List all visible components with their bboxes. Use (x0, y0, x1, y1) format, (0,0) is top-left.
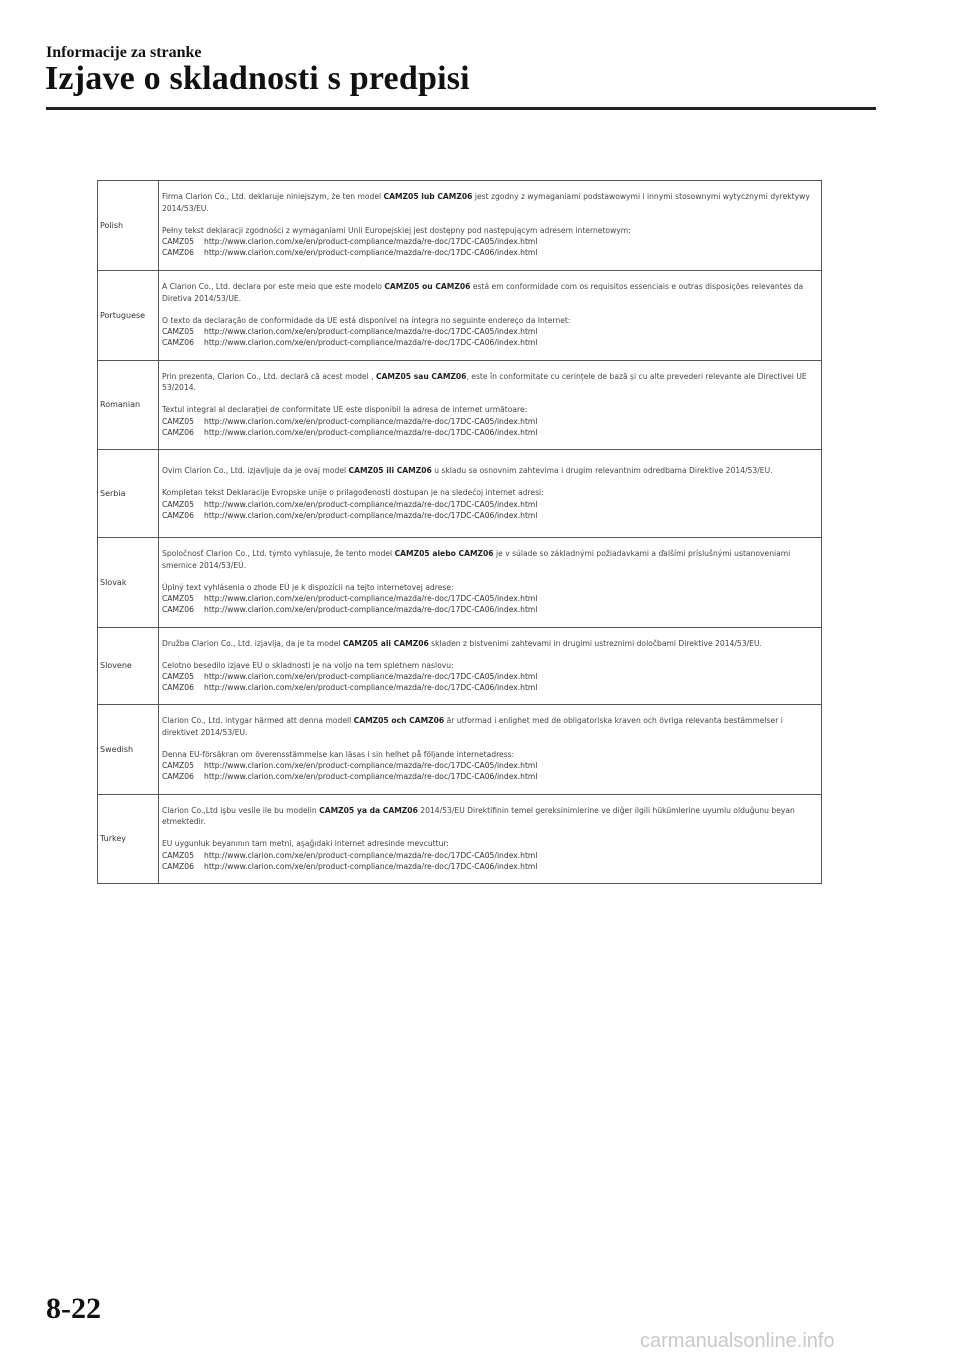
compliance-link-line (162, 236, 819, 247)
declaration-text (162, 465, 819, 476)
table-row (98, 705, 822, 795)
declaration-text (162, 191, 819, 213)
language-cell: Polish (98, 181, 159, 271)
declaration-cell (159, 538, 822, 628)
paragraph-gap (162, 738, 819, 749)
model-code: CAMZ06 (162, 427, 194, 437)
table-row (98, 181, 822, 271)
declaration-text (162, 638, 819, 649)
declaration-cell (159, 705, 822, 795)
declaration-text (162, 715, 819, 737)
paragraph-gap (162, 571, 819, 582)
declaration-suffix: je v súlade so základnými požiadavkami a ďalšími príslušnými ustanoveniami smernice 2014/53/EÚ. (162, 549, 791, 570)
table-row (98, 450, 822, 538)
compliance-url[interactable]: http://www.clarion.com/xe/en/product-compliance/mazda/re-doc/17DC-CA05/index.html (204, 672, 538, 681)
compliance-link-line (162, 760, 819, 771)
language-cell: Portuguese (98, 271, 159, 361)
declaration-suffix: skladen z bistvenimi zahtevami in drugimi ustreznimi določbami Direktive 2014/53/EU. (428, 638, 762, 648)
compliance-url[interactable]: http://www.clarion.com/xe/en/product-compliance/mazda/re-doc/17DC-CA06/index.html (204, 510, 538, 520)
model-code: CAMZ05 (162, 237, 194, 247)
compliance-link-line (162, 771, 819, 782)
language-cell: Romanian (98, 361, 159, 450)
compliance-url[interactable]: http://www.clarion.com/xe/en/product-compliance/mazda/re-doc/17DC-CA06/index.html (204, 338, 538, 348)
compliance-table-container (97, 180, 822, 884)
model-code: CAMZ06 (162, 605, 194, 615)
declaration-text (162, 548, 819, 570)
model-code: CAMZ05 (162, 594, 194, 604)
compliance-url[interactable]: http://www.clarion.com/xe/en/product-compliance/mazda/re-doc/17DC-CA05/index.html (204, 237, 538, 247)
compliance-url[interactable]: http://www.clarion.com/xe/en/product-compliance/mazda/re-doc/17DC-CA06/index.html (204, 861, 538, 871)
paragraph-gap (162, 649, 819, 660)
paragraph-gap (162, 827, 819, 838)
page-number: 8-22 (46, 1292, 101, 1325)
declaration-suffix: är utformad i enlighet med de obligatoriska kraven och övriga relevanta bestämmelser i direktivet 2014/53/EU. (162, 716, 783, 737)
model-code: CAMZ06 (162, 683, 194, 693)
model-code: CAMZ06 (162, 772, 194, 782)
model-code: CAMZ06 (162, 338, 194, 348)
declaration-suffix: 2014/53/EU Direktifinin temel gereksinimlerine ve diğer ilgili hükümlerine uyumlu olduğunu beyan etmektedir. (162, 805, 795, 827)
compliance-url[interactable]: http://www.clarion.com/xe/en/product-compliance/mazda/re-doc/17DC-CA05/index.html (204, 499, 538, 509)
language-cell: Turkey (98, 795, 159, 884)
compliance-link-line (162, 850, 819, 861)
declaration-prefix: Družba Clarion Co., Ltd. izjavlja, da je ta model (162, 638, 343, 648)
compliance-url[interactable]: http://www.clarion.com/xe/en/product-compliance/mazda/re-doc/17DC-CA06/index.html (204, 248, 538, 258)
compliance-link-line (162, 247, 819, 258)
declaration-text (162, 281, 819, 303)
model-code: CAMZ06 (162, 248, 194, 258)
model-code: CAMZ05 (162, 850, 194, 860)
compliance-link-line (162, 682, 819, 693)
full-text-availability: O texto da declaração de conformidade da UE está disponível na íntegra no seguinte endereço da Internet: (162, 315, 571, 325)
paragraph-gap (162, 304, 819, 315)
declaration-cell (159, 795, 822, 884)
compliance-link-line (162, 427, 819, 438)
compliance-link-line (162, 337, 819, 348)
model-names: CAMZ05 ali CAMZ06 (342, 638, 429, 648)
compliance-table (97, 180, 822, 884)
table-row (98, 628, 822, 705)
full-text-availability: Textul integral al declarației de conformitate UE este disponibil la adresa de internet următoare: (162, 405, 528, 415)
model-code: CAMZ05 (162, 761, 194, 771)
compliance-link-line (162, 604, 819, 615)
table-row (98, 538, 822, 628)
compliance-link-line (162, 499, 819, 510)
declaration-cell (159, 450, 822, 538)
title-divider (46, 107, 876, 110)
model-code: CAMZ06 (162, 510, 194, 520)
language-cell: Slovene (98, 628, 159, 705)
declaration-prefix: Firma Clarion Co., Ltd. deklaruje niniejszym, że ten model (162, 192, 384, 202)
declaration-cell (159, 181, 822, 271)
table-row (98, 271, 822, 361)
declaration-text (162, 371, 819, 393)
compliance-url[interactable]: http://www.clarion.com/xe/en/product-compliance/mazda/re-doc/17DC-CA06/index.html (204, 683, 538, 693)
declaration-cell (159, 271, 822, 361)
watermark: carmanualsonline.info (640, 1330, 835, 1352)
full-text-availability: Úplný text vyhlásenia o zhode EÚ je k dispozícii na tejto internetovej adrese: (162, 582, 454, 592)
paragraph-gap (162, 214, 819, 225)
page-title: Izjave o skladnosti s predpisi (45, 60, 470, 97)
language-cell: Serbia (98, 450, 159, 538)
model-names: CAMZ05 ya da CAMZ06 (319, 805, 418, 815)
model-code: CAMZ05 (162, 499, 194, 509)
declaration-text (162, 805, 819, 827)
declaration-prefix: Clarion Co.,Ltd işbu vesile ile bu modelin (162, 805, 320, 815)
compliance-link-line (162, 510, 819, 521)
table-row (98, 795, 822, 884)
paragraph-gap (162, 476, 819, 487)
compliance-link-line (162, 593, 819, 604)
model-names: CAMZ05 lub CAMZ06 (383, 192, 473, 202)
language-cell: Slovak (98, 538, 159, 628)
compliance-link-line (162, 671, 819, 682)
compliance-url[interactable]: http://www.clarion.com/xe/en/product-compliance/mazda/re-doc/17DC-CA06/index.html (204, 427, 538, 437)
compliance-url[interactable]: http://www.clarion.com/xe/en/product-compliance/mazda/re-doc/17DC-CA05/index.html (204, 416, 538, 426)
table-row (98, 361, 822, 450)
model-names: CAMZ05 alebo CAMZ06 (394, 549, 494, 559)
compliance-url[interactable]: http://www.clarion.com/xe/en/product-compliance/mazda/re-doc/17DC-CA05/index.html (204, 594, 538, 604)
model-names: CAMZ05 ili CAMZ06 (348, 466, 432, 476)
paragraph-gap (162, 393, 819, 404)
full-text-availability: Kompletan tekst Deklaracije Evropske unije o prilagođenosti dostupan je na sledećoj internet adresi: (162, 488, 544, 498)
declaration-prefix: Spoločnosť Clarion Co., Ltd. týmto vyhlasuje, že tento model (162, 549, 395, 559)
declaration-suffix: jest zgodny z wymaganiami podstawowymi i innymi stosownymi wytycznymi dyrektywy 2014/53/EU. (162, 192, 810, 213)
model-code: CAMZ05 (162, 327, 194, 337)
model-code: CAMZ05 (162, 672, 194, 681)
declaration-suffix: , este în conformitate cu cerințele de bază și cu alte prevederi relevante ale Directivei UE 53/2014. (162, 371, 807, 393)
compliance-url[interactable]: http://www.clarion.com/xe/en/product-compliance/mazda/re-doc/17DC-CA06/index.html (204, 772, 538, 782)
model-code: CAMZ06 (162, 861, 194, 871)
compliance-url[interactable]: http://www.clarion.com/xe/en/product-compliance/mazda/re-doc/17DC-CA05/index.html (204, 327, 538, 337)
full-text-availability: Denna EU-försäkran om överensstämmelse kan läsas i sin helhet på följande internetadress: (162, 749, 515, 759)
compliance-url[interactable]: http://www.clarion.com/xe/en/product-compliance/mazda/re-doc/17DC-CA05/index.html (204, 850, 538, 860)
model-names: CAMZ05 ou CAMZ06 (384, 282, 471, 292)
declaration-suffix: está em conformidade com os requisitos essenciais e outras disposições relevantes da Diretiva 2014/53/UE. (162, 282, 804, 303)
full-text-availability: Celotno besedilo izjave EU o skladnosti je na voljo na tem spletnem naslovu: (162, 660, 454, 670)
declaration-cell (159, 628, 822, 705)
declaration-prefix: Clarion Co., Ltd. intygar härmed att denna modell (162, 716, 354, 726)
model-names: CAMZ05 sau CAMZ06 (375, 371, 467, 381)
section-heading: Informacije za stranke (46, 44, 202, 61)
compliance-url[interactable]: http://www.clarion.com/xe/en/product-compliance/mazda/re-doc/17DC-CA05/index.html (204, 761, 538, 771)
declaration-cell (159, 361, 822, 450)
compliance-link-line (162, 326, 819, 337)
full-text-availability: Pełny tekst deklaracji zgodności z wymaganiami Unii Europejskiej jest dostępny pod następującym adresem internetowym: (162, 225, 631, 235)
declaration-prefix: A Clarion Co., Ltd. declara por este meio que este modelo (162, 282, 385, 292)
model-names: CAMZ05 och CAMZ06 (353, 716, 445, 726)
language-cell: Swedish (98, 705, 159, 795)
compliance-url[interactable]: http://www.clarion.com/xe/en/product-compliance/mazda/re-doc/17DC-CA06/index.html (204, 605, 538, 615)
declaration-prefix: Prin prezenta, Clarion Co., Ltd. declară că acest model , (162, 371, 376, 381)
model-code: CAMZ05 (162, 416, 194, 426)
compliance-link-line (162, 861, 819, 872)
declaration-suffix: u skladu sa osnovnim zahtevima i drugim relevantnim odredbama Direktive 2014/53/EU. (431, 466, 773, 476)
full-text-availability: EU uygunluk beyanının tam metni, aşağıdaki internet adresinde mevcuttur: (162, 839, 449, 849)
compliance-link-line (162, 416, 819, 427)
declaration-prefix: Ovim Clarion Co., Ltd. izjavljuje da je ovaj model (162, 466, 349, 476)
